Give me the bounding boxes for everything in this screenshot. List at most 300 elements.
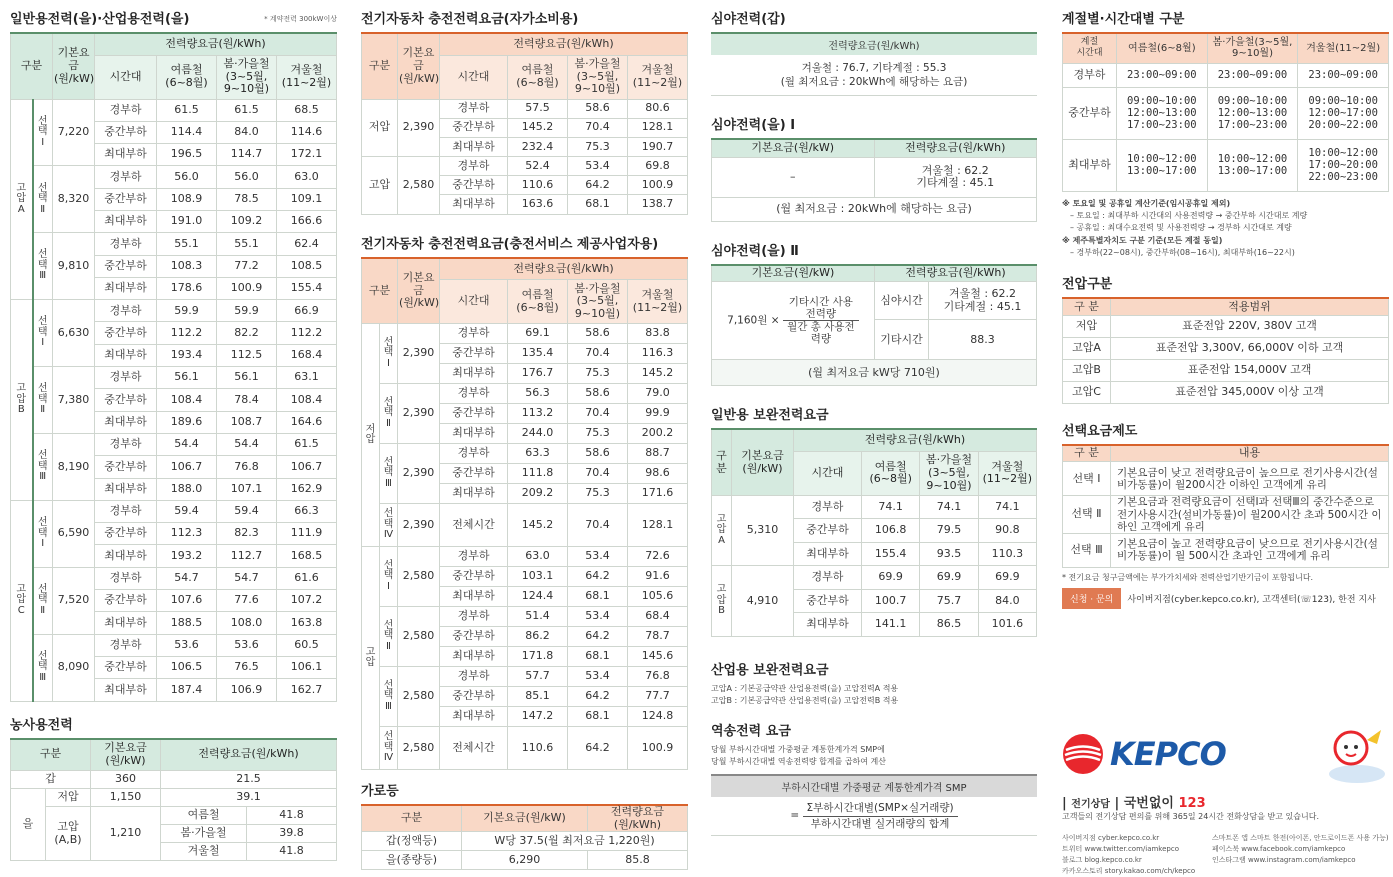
night1-title: 심야전력(갑) (711, 8, 1037, 27)
table-row (362, 324, 688, 344)
table-row (11, 99, 337, 121)
table-cell: 171.8 (508, 647, 568, 667)
table-cell: 64.2 (568, 687, 628, 707)
table-cell: 56.1 (217, 367, 277, 389)
base-rate: 4,910 (732, 566, 794, 637)
table-cell: 54.4 (217, 433, 277, 455)
base-rate: 5,310 (732, 495, 794, 566)
header-cell: 계절 시간대 (1063, 33, 1117, 63)
header-cell: 봄·가을철(3~5월, 9~10월) (217, 55, 277, 99)
group-label: 저압 (362, 99, 398, 157)
table-cell: 70.4 (568, 118, 628, 137)
night3-table: 기본요금(원/kW) 전력량요금(원/kWh) 7,160원 × $\frac{\text{기타시간 사용전력량}}{\text{월간 총 사용전력량}}$ 심야시간 겨울철 : 62.2 기타계절 : 45.1 기타시간 88.3 (월 최저요금 kW당 710원) (711, 264, 1037, 387)
table-cell: 107.1 (217, 478, 277, 500)
table-row (11, 300, 337, 322)
table-cell: 193.2 (157, 545, 217, 567)
base-rate: 6,590 (53, 500, 95, 567)
table-cell: 68.1 (568, 587, 628, 607)
table-cell: 54.4 (157, 433, 217, 455)
group-label: 고 압 A (11, 99, 33, 300)
table-cell: 최대부하 (95, 411, 157, 433)
table-cell: 108.9 (157, 188, 217, 210)
backup-title: 일반용 보완전력요금 (711, 404, 1037, 423)
base-rate: 2,580 (398, 607, 440, 667)
base-rate: 2,390 (398, 324, 440, 384)
table-cell: 244.0 (508, 424, 568, 444)
table-row (712, 566, 1037, 590)
option-label: 선 택 Ⅰ (380, 324, 398, 384)
street-title: 가로등 (361, 780, 688, 799)
table-cell: 59.9 (217, 300, 277, 322)
table-cell: 176.7 (508, 364, 568, 384)
table-cell: 77.7 (627, 687, 687, 707)
header-energy: 전력량요금(원/kWh) (95, 33, 337, 55)
base-rate: 7,380 (53, 367, 95, 434)
table-row (11, 634, 337, 656)
table-cell: 188.0 (157, 478, 217, 500)
table-cell: 135.4 (508, 344, 568, 364)
table-cell: 최대부하 (95, 144, 157, 166)
table-cell: 최대부하 (95, 277, 157, 299)
header-cell: 여름철(6~8월) (508, 55, 568, 99)
table-cell: 93.5 (920, 542, 978, 566)
table-cell: 최대부하 (440, 137, 508, 156)
table-cell: 106.7 (276, 456, 336, 478)
table-cell: 23:00~09:00 (1298, 63, 1389, 87)
table-cell: 66.3 (276, 500, 336, 522)
table-cell: 141.1 (862, 613, 920, 637)
table-cell: 145.6 (627, 647, 687, 667)
header-cell: 겨울철(11~2월) (978, 451, 1036, 495)
table-row (712, 495, 1037, 519)
table-cell: 100.7 (862, 589, 920, 613)
row-label: 경부하 (1063, 63, 1117, 87)
hotline: | 전기상담 | 국번없이 123 (1062, 792, 1389, 811)
header-cell: 여름철(6~8월) (508, 280, 568, 324)
option-label: 선 택 Ⅰ (33, 99, 53, 166)
table-cell: 172.1 (276, 144, 336, 166)
table-cell: 64.2 (568, 627, 628, 647)
table-cell: 경부하 (440, 607, 508, 627)
table-cell: 최대부하 (440, 195, 508, 214)
group-label: 고 압 A (712, 495, 732, 566)
table-cell: 54.7 (217, 567, 277, 589)
table-cell: 경부하 (794, 495, 862, 519)
table-cell: 190.7 (628, 137, 688, 156)
table-cell: 경부하 (440, 324, 508, 344)
table-cell: 70.4 (568, 464, 628, 484)
table-cell: 78.7 (627, 627, 687, 647)
table-cell: 최대부하 (95, 210, 157, 232)
header-cell: 구분 (362, 258, 398, 324)
table-cell: 59.9 (157, 300, 217, 322)
links (1062, 833, 1389, 876)
table-cell: 최대부하 (440, 424, 508, 444)
kepco-emblem-icon (1062, 733, 1104, 775)
table-cell: 10:00~12:00 13:00~17:00 (1207, 139, 1298, 191)
season-title: 계절별·시간대별 구분 (1062, 8, 1389, 27)
general-rate-table (10, 32, 337, 702)
header-cell: 시간대 (440, 55, 508, 99)
table-cell: 중간부하 (440, 176, 508, 195)
header-cell: 구분 (712, 429, 732, 495)
base-rate: 8,190 (53, 433, 95, 500)
table-cell: 69.8 (628, 157, 688, 176)
table-cell: 53.6 (217, 634, 277, 656)
table-cell: 63.3 (508, 444, 568, 464)
header-energy: 전력량요금(원/kWh) (440, 258, 688, 280)
table-cell: 66.9 (276, 300, 336, 322)
farm-section-title: 농사용전력 (10, 714, 337, 733)
table-cell: 중간부하 (95, 389, 157, 411)
table-cell: 84.0 (217, 121, 277, 143)
table-cell: 경부하 (95, 634, 157, 656)
column-2 (361, 0, 688, 876)
row-label: 최대부하 (1063, 139, 1117, 191)
option-label: 선 택 Ⅱ (33, 166, 53, 233)
season-notes: ※ 토요일 및 공휴일 계산기준(임시공휴일 제외) – 토요일 : 최대부하 시간대의 사용전력량 → 중간부하 시간대로 계량 – 공휴일 : 최대수요전력 및 사용전력량 → 경부하 시간대로 계량 ※ 제주특별자치도 구분 기준(모든 계절 동일) – 경부하(22~08시), 중간부하(08~16시), 최대부하(16~22시) (1062, 198, 1389, 260)
contact-row (1062, 588, 1389, 609)
table-cell: 경부하 (440, 444, 508, 464)
table-cell: 68.1 (568, 647, 628, 667)
option-label: 선 택 Ⅰ (380, 547, 398, 607)
table-cell: 114.4 (157, 121, 217, 143)
option-label: 선 택 Ⅱ (380, 607, 398, 667)
table-row (362, 727, 688, 770)
table-cell: 91.6 (627, 567, 687, 587)
table-cell: 108.5 (276, 255, 336, 277)
table-cell: 124.8 (627, 707, 687, 727)
table-cell: 61.5 (217, 99, 277, 121)
header-cell: 여름철(6~8월) (862, 451, 920, 495)
table-cell: 최대부하 (794, 613, 862, 637)
table-cell: 최대부하 (95, 545, 157, 567)
table-cell: 중간부하 (95, 255, 157, 277)
table-cell: 최대부하 (440, 707, 508, 727)
table-cell: 108.3 (157, 255, 217, 277)
table-cell: 09:00~10:00 12:00~17:00 20:00~22:00 (1298, 87, 1389, 139)
table-cell: 최대부하 (440, 647, 508, 667)
table-row (11, 367, 337, 389)
table-cell: 108.4 (157, 389, 217, 411)
table-cell: 86.2 (508, 627, 568, 647)
table-cell: 128.1 (627, 504, 687, 547)
table-cell: 106.7 (157, 456, 217, 478)
table-cell: 중간부하 (440, 567, 508, 587)
link-blog[interactable]: 블로그 blog.kepco.co.kr (1062, 855, 1212, 866)
table-cell: 74.1 (978, 495, 1036, 519)
table-cell: 166.6 (276, 210, 336, 232)
header-cell: 구분 (11, 33, 53, 99)
base-rate: 2,390 (398, 504, 440, 547)
header-cell: 기본요금(원/kW) (398, 33, 440, 99)
table-cell: 76.8 (627, 667, 687, 687)
table-cell: 경부하 (95, 433, 157, 455)
general-section-title: 일반용전력(을)·산업용전력(을) * 계약전력 300kW이상 (10, 8, 337, 27)
table-cell: 112.2 (276, 322, 336, 344)
base-rate: 2,580 (398, 157, 440, 215)
table-cell: 10:00~12:00 17:00~20:00 22:00~23:00 (1298, 139, 1389, 191)
street-rate-table: 구분 기본요금(원/kW) 전력량요금(원/kWh) 갑(정액등) W당 37.5(월 최저요금 1,220원) 을(종량등) 6,290 85.8 (361, 804, 688, 870)
table-cell: 162.7 (276, 679, 336, 701)
table-cell: 중간부하 (440, 404, 508, 424)
table-cell: 23:00~09:00 (1207, 63, 1298, 87)
header-cell: 봄·가을철(3~5월, 9~10월) (1207, 33, 1298, 63)
table-cell: 중간부하 (794, 589, 862, 613)
table-cell: 113.2 (508, 404, 568, 424)
table-cell: 경부하 (95, 166, 157, 188)
table-cell: 155.4 (276, 277, 336, 299)
contact-badge: 신청 · 문의 (1062, 588, 1121, 609)
table-cell: 58.6 (568, 384, 628, 404)
table-cell: 111.8 (508, 464, 568, 484)
table-cell: 209.2 (508, 484, 568, 504)
table-row (11, 166, 337, 188)
mascot-icon (1317, 722, 1389, 786)
table-cell: 09:00~10:00 12:00~13:00 17:00~23:00 (1117, 87, 1208, 139)
table-row (362, 99, 688, 118)
table-cell: 79.0 (627, 384, 687, 404)
table-cell: 108.7 (217, 411, 277, 433)
table-cell: 77.6 (217, 590, 277, 612)
kepco-brand (1062, 722, 1389, 872)
table-cell: 53.4 (568, 607, 628, 627)
option-label: 선 택 Ⅱ (33, 567, 53, 634)
table-cell: 112.3 (157, 523, 217, 545)
reverse-formula-header: 부하시간대별 가중평균 계통한계가격 SMP (711, 774, 1037, 797)
table-cell: 61.6 (276, 567, 336, 589)
group-label: 저 압 (362, 324, 380, 547)
table-cell: 88.7 (627, 444, 687, 464)
voltage-title: 전압구분 (1062, 273, 1389, 292)
link-twitter[interactable]: 트위터 www.twitter.com/iamkepco (1062, 844, 1212, 855)
table-cell: 163.8 (276, 612, 336, 634)
table-cell: 중간부하 (95, 322, 157, 344)
reverse-formula: = $\frac{\text{Σ부하시간대별(SMP×실거래량)}}{\text{부하시간대별 실거래량의 합계}}$ (711, 797, 1037, 835)
option-label: 선 택 Ⅰ (33, 300, 53, 367)
table-cell: 경부하 (440, 384, 508, 404)
table-cell: 63.0 (508, 547, 568, 567)
header-energy: 전력량요금(원/kWh) (794, 429, 1037, 451)
select-title: 선택요금제도 (1062, 420, 1389, 439)
night2-table: 기본요금(원/kW) 전력량요금(원/kWh) – 겨울철 : 62.2 기타계절 : 45.1 (월 최저요금 : 20kWh에 해당하는 요금) (711, 138, 1037, 222)
table-cell: 162.9 (276, 478, 336, 500)
table-cell: 53.4 (568, 667, 628, 687)
table-cell: 82.2 (217, 322, 277, 344)
table-cell: 178.6 (157, 277, 217, 299)
kepco-logo (1062, 722, 1389, 786)
table-row (362, 157, 688, 176)
table-row (11, 233, 337, 255)
table-cell: 83.8 (627, 324, 687, 344)
base-rate: 2,390 (398, 384, 440, 444)
kepco-wordmark: KEPCO (1110, 735, 1226, 773)
link-instagram[interactable]: 인스타그램 www.instagram.com/iamkepco (1212, 855, 1389, 866)
table-cell: 56.1 (157, 367, 217, 389)
table-cell: 77.2 (217, 255, 277, 277)
table-cell: 09:00~10:00 12:00~13:00 17:00~23:00 (1207, 87, 1298, 139)
table-cell: 76.8 (217, 456, 277, 478)
night1-body: 겨울철 : 76.7, 기타계절 : 55.3 (월 최저요금 : 20kWh에 해당하는 요금) (711, 55, 1037, 96)
table-cell: 중간부하 (794, 519, 862, 543)
header-cell: 겨울철(11~2월) (627, 280, 687, 324)
link-kakao[interactable]: 카카오스토리 story.kakao.com/ch/kepco (1062, 866, 1212, 877)
table-cell: 98.6 (627, 464, 687, 484)
table-cell: 경부하 (95, 300, 157, 322)
table-cell: 경부하 (440, 667, 508, 687)
table-cell: 61.5 (276, 433, 336, 455)
table-row (1063, 63, 1389, 87)
table-cell: 82.3 (217, 523, 277, 545)
table-cell: 124.4 (508, 587, 568, 607)
header-energy: 전력량요금(원/kWh) (440, 33, 688, 55)
header-cell: 봄·가을철(3~5월, 9~10월) (568, 280, 628, 324)
column-4 (1062, 0, 1389, 876)
table-cell: 59.4 (217, 500, 277, 522)
header-cell: 기본요금(원/kW) (732, 429, 794, 495)
table-cell: 최대부하 (440, 484, 508, 504)
reverse-notes: 당월 부하시간대별 가중평균 계통한계가격 SMP에 당월 부하시간대별 역송전력량 합계를 곱하여 계산 (711, 744, 1037, 769)
column-1 (10, 0, 337, 876)
table-cell: 경부하 (95, 567, 157, 589)
table-row (362, 607, 688, 627)
table-cell: 107.6 (157, 590, 217, 612)
table-cell: 64.2 (568, 567, 628, 587)
table-cell: 114.6 (276, 121, 336, 143)
header-cell: 겨울철(11~2월) (1298, 33, 1389, 63)
table-cell: 70.4 (568, 404, 628, 424)
table-cell: 58.6 (568, 99, 628, 118)
table-cell: 86.5 (920, 613, 978, 637)
table-cell: 74.1 (862, 495, 920, 519)
table-cell: 57.5 (508, 99, 568, 118)
header-cell: 여름철(6~8월) (157, 55, 217, 99)
table-cell: 200.2 (627, 424, 687, 444)
table-cell: 59.4 (157, 500, 217, 522)
column-3 (711, 0, 1037, 876)
table-cell: 187.4 (157, 679, 217, 701)
table-cell: 63.1 (276, 367, 336, 389)
table-cell: 58.6 (568, 444, 628, 464)
table-cell: 168.5 (276, 545, 336, 567)
reverse-title: 역송전력 요금 (711, 720, 1037, 739)
table-cell: 85.1 (508, 687, 568, 707)
table-cell: 54.7 (157, 567, 217, 589)
base-rate: 8,090 (53, 634, 95, 701)
table-cell: 56.0 (217, 166, 277, 188)
group-label: 고 압 B (712, 566, 732, 637)
table-cell: 100.9 (627, 727, 687, 770)
table-cell: 경부하 (95, 233, 157, 255)
table-cell: 69.9 (862, 566, 920, 590)
group-label: 고 압 (362, 547, 380, 770)
table-row (362, 504, 688, 547)
base-rate: 7,220 (53, 99, 95, 166)
table-cell: 최대부하 (95, 612, 157, 634)
header-cell: 시간대 (440, 280, 508, 324)
table-cell: 중간부하 (95, 523, 157, 545)
table-cell: 155.4 (862, 542, 920, 566)
table-cell: 79.5 (920, 519, 978, 543)
link-app[interactable]: 스마트폰 앱 스마트 한전(아이폰, 안드로이드폰 사용 가능) (1212, 833, 1389, 844)
ev-service-title: 전기자동차 충전전력요금(충전서비스 제공사업자용) (361, 233, 688, 252)
table-cell: 중간부하 (440, 344, 508, 364)
table-cell: 68.5 (276, 99, 336, 121)
table-cell: 188.5 (157, 612, 217, 634)
table-cell: 109.2 (217, 210, 277, 232)
option-label: 선 택 Ⅱ (33, 367, 53, 434)
table-cell: 55.1 (217, 233, 277, 255)
table-cell: 163.6 (508, 195, 568, 214)
header-cell: 여름철(6~8월) (1117, 33, 1208, 63)
table-cell: 68.1 (568, 707, 628, 727)
table-cell: 112.5 (217, 344, 277, 366)
table-cell: 75.3 (568, 137, 628, 156)
base-rate: 2,580 (398, 727, 440, 770)
table-cell: 64.2 (568, 727, 628, 770)
table-cell: 최대부하 (95, 344, 157, 366)
table-cell: 145.2 (627, 364, 687, 384)
link-cyber[interactable]: 사이버지점 cyber.kepco.co.kr (1062, 833, 1212, 844)
table-row (362, 547, 688, 567)
base-rate: 8,320 (53, 166, 95, 233)
table-cell: 중간부하 (95, 456, 157, 478)
night3-title: 심야전력(을) Ⅱ (711, 240, 1037, 259)
table-cell: 106.8 (862, 519, 920, 543)
table-row (362, 444, 688, 464)
header-cell: 겨울철(11~2월) (628, 55, 688, 99)
header-cell: 기본요금(원/kW) (53, 33, 95, 99)
table-cell: 232.4 (508, 137, 568, 156)
table-cell: 53.4 (568, 547, 628, 567)
table-cell: 최대부하 (440, 587, 508, 607)
table-cell: 경부하 (440, 157, 508, 176)
header-cell: 봄·가을철(3~5월, 9~10월) (920, 451, 978, 495)
table-cell: 중간부하 (95, 188, 157, 210)
table-cell: 중간부하 (95, 656, 157, 678)
table-cell: 100.9 (217, 277, 277, 299)
table-row (362, 667, 688, 687)
table-cell: 76.5 (217, 656, 277, 678)
table-cell: 109.1 (276, 188, 336, 210)
table-cell: 112.7 (217, 545, 277, 567)
industrial-backup-notes: 고압A : 기본공급약관 산업용전력(을) 고압전력A 적용 고압B : 기본공급약관 산업용전력(을) 고압전력B 적용 (711, 683, 1037, 708)
table-cell: 168.4 (276, 344, 336, 366)
table-cell: 72.6 (627, 547, 687, 567)
table-cell: 69.1 (508, 324, 568, 344)
night1-header: 전력량요금(원/kWh) (711, 32, 1037, 55)
table-cell: 101.6 (978, 613, 1036, 637)
group-label: 고 압 C (11, 500, 33, 701)
link-facebook[interactable]: 페이스북 www.facebook.com/iamkepco (1212, 844, 1389, 855)
season-time-table (1062, 32, 1389, 192)
table-cell: 64.2 (568, 176, 628, 195)
table-cell: 60.5 (276, 634, 336, 656)
table-cell: 53.4 (568, 157, 628, 176)
header-cell: 기본요금(원/kW) (398, 258, 440, 324)
table-cell: 147.2 (508, 707, 568, 727)
table-cell: 69.9 (920, 566, 978, 590)
base-rate: 2,390 (398, 99, 440, 157)
table-cell: 116.3 (627, 344, 687, 364)
table-cell: 78.5 (217, 188, 277, 210)
table-cell: 중간부하 (440, 118, 508, 137)
table-cell: 103.1 (508, 567, 568, 587)
ev-self-title: 전기자동차 충전전력요금(자가소비용) (361, 8, 688, 27)
farm-rate-table: 구분 기본요금(원/kW) 전력량요금(원/kWh) 갑 360 21.5 을 저압 1,150 39.1 고압(A,B) 1,210 여름철 41.8 봄·가을철 39.8 겨울철 41.8 (10, 738, 337, 862)
night2-title: 심야전력(을) Ⅰ (711, 114, 1037, 133)
base-rate: 2,580 (398, 547, 440, 607)
